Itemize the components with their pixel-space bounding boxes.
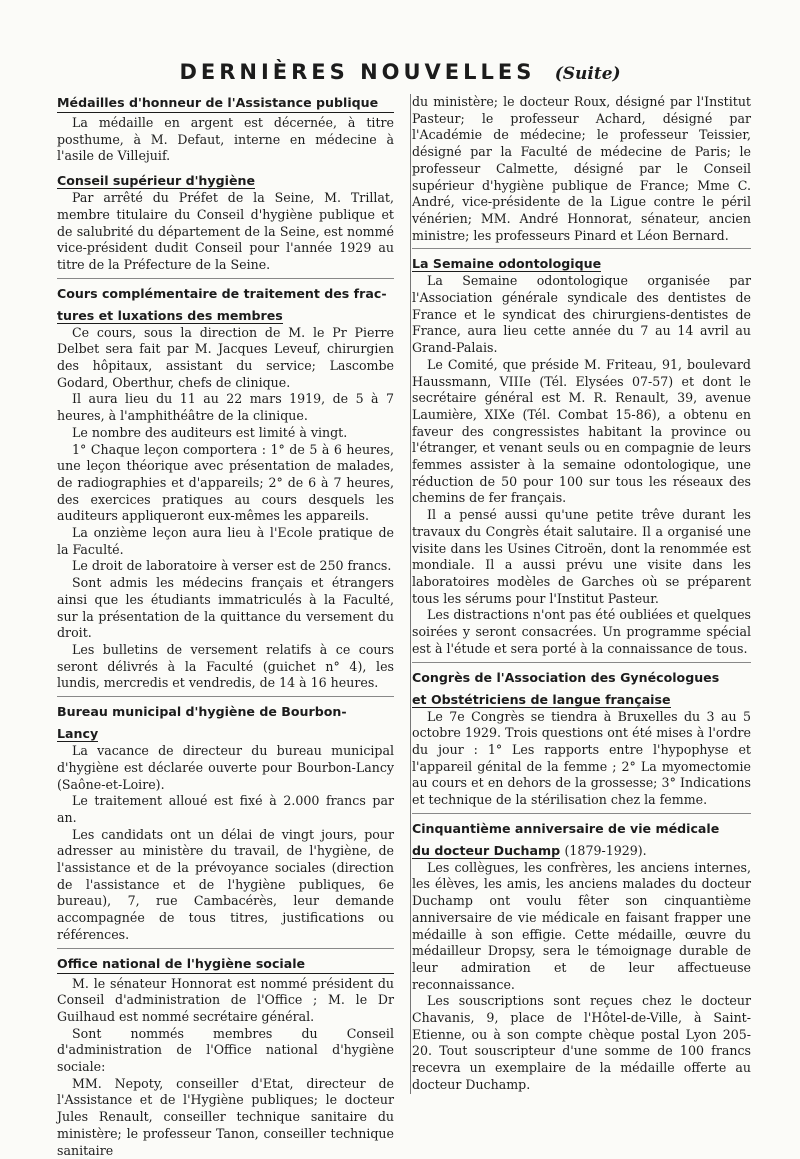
paragraph: Les distractions n'ont pas été oubliées et quelques soirées y seront consacrées. Un programme spécial est à l'étude et sera porté à la connaissance de tous. (412, 607, 751, 656)
paragraph: Sont admis les médecins français et étrangers ainsi que les étudiants immatriculés à la Faculté, sur la présentation de la quittance du versement du droit. (57, 575, 394, 641)
section-heading-cont (412, 842, 751, 859)
paragraph: Les souscriptions sont reçues chez le docteur Chavanis, 9, place de l'Hôtel-de-Ville, à Saint-Etienne, ou à son compte chèque postal Lyon 205-20. Tout souscripteur d'une somme de 100 francs recevra un exemplaire de la médaille offerte au docteur Duchamp. (412, 993, 751, 1092)
section-heading (412, 820, 751, 837)
heading-text: Lancy (57, 726, 99, 742)
paragraph: La Semaine odontologique organisée par l'Association générale syndicale des dentistes de France et le syndicat des chirurgiens-dentistes de France, aura lieu cette année du 7 au 14 avril au Grand-Palais. (412, 273, 751, 356)
section-heading (412, 669, 751, 686)
left-column (57, 94, 394, 1159)
section-semaine-odontologique (412, 255, 751, 657)
right-column (410, 94, 751, 1094)
page-title-text: DERNIÈRES NOUVELLES (179, 60, 536, 84)
paragraph: M. le sénateur Honnorat est nommé président du Conseil d'administration de l'Office ; M. le Dr Guilhaud est nommé secrétaire général. (57, 975, 394, 1024)
heading-text: Office national de l'hygiène sociale (57, 955, 306, 971)
heading-text: Bureau municipal d'hygiène de Bourbon- (57, 704, 347, 720)
section-office-national (57, 955, 394, 1159)
section-heading (57, 955, 394, 974)
section-heading (57, 172, 394, 189)
heading-text: Congrès de l'Association des Gynécologues (412, 669, 720, 685)
heading-text: La Semaine odontologique (412, 256, 602, 272)
section-heading-cont (57, 307, 394, 324)
separator-line (57, 948, 394, 949)
paragraph: Ce cours, sous la direction de M. le Pr Pierre Delbet sera fait par M. Jacques Leveuf, chirurgien des hôpitaux, assistant du service; Lascombe Godard, Oberthur, chefs de clinique. (57, 324, 394, 390)
paragraph: Les collègues, les confrères, les anciens internes, les élèves, les amis, les anciens malades du docteur Duchamp ont voulu fêter son cinquantième anniversaire de vie médicale en faisant frapper une médaille à son effigie. Cette médaille, œuvre du médailleur Dropsy, sera le témoignage durable de leur admiration et de leur affectueuse reconnaissance. (412, 859, 751, 992)
paragraph: MM. Nepoty, conseiller d'Etat, directeur de l'Assistance et de l'Hygiène publiques; le docteur Jules Renault, conseiller technique sanitaire du ministère; le professeur Tanon, conseiller technique sanitaire (57, 1075, 394, 1158)
section-continuation (412, 94, 751, 244)
section-congres-gynecologues (412, 669, 751, 809)
page-title-suite: (Suite) (554, 64, 621, 84)
section-cinquantieme-anniversaire (412, 820, 751, 1094)
section-medailles (57, 94, 394, 165)
page-title (0, 60, 800, 84)
heading-text: Cinquantième anniversaire de vie médicale (412, 820, 720, 836)
separator-line (412, 248, 751, 249)
paragraph: 1° Chaque leçon comportera : 1° de 5 à 6 heures, une leçon théorique avec présentation de malades, de radiographies et d'appareils; 2° de 6 à 7 heures, des exercices pratiques au cours desquels les auditeurs appliqueront eux-mêmes les appareils. (57, 441, 394, 524)
section-bureau-municipal (57, 703, 394, 943)
section-heading-cont (57, 725, 394, 742)
heading-text: et Obstétriciens de langue française (412, 691, 671, 707)
section-heading (57, 285, 394, 302)
paragraph: Le droit de laboratoire à verser est de 250 francs. (72, 558, 392, 574)
separator-line (412, 813, 751, 814)
paragraph: Le nombre des auditeurs est limité à vingt. (72, 424, 348, 440)
section-heading (412, 255, 751, 272)
separator-line (57, 278, 394, 279)
heading-text: Cours complémentaire de traitement des frac- (57, 285, 387, 301)
paragraph: Le 7e Congrès se tiendra à Bruxelles du 3 au 5 octobre 1929. Trois questions ont été mises à l'ordre du jour : 1° Les rapports entre l'hypophyse et l'appareil génital de la femme ; 2° La myomectomie au cours et en dehors de la grossesse; 3° Indications et technique de la stérilisation chez la femme. (412, 708, 751, 808)
paragraph: Par arrêté du Préfet de la Seine, M. Trillat, membre titulaire du Conseil d'hygiène publique et de salubrité du département de la Seine, est nommé vice-président dudit Conseil pour l'année 1929 au titre de la Préfecture de la Seine. (57, 190, 394, 272)
paragraph: La médaille en argent est décernée, à titre posthume, à M. Defaut, interne en médecine à l'asile de Villejuif. (57, 115, 394, 164)
heading-text: du docteur Duchamp (412, 842, 561, 858)
paragraph: Le Comité, que préside M. Friteau, 91, boulevard Haussmann, VIIIe (Tél. Elysées 07-57) et dont le secrétaire général est M. R. Renault, 39, avenue Laumière, XIXe (Tél. Combat 15-86), a obtenu en faveur des congressistes habitant la province ou l'étranger, et venant seuls ou en compagnie de leurs femmes assister à la semaine odontologique, une réduction de 50 pour 100 sur tous les réseaux des chemins de fer français. (412, 356, 751, 506)
section-heading (57, 94, 394, 113)
separator-line (57, 696, 394, 697)
paragraph: Il aura lieu du 11 au 22 mars 1919, de 5 à 7 heures, à l'amphithéâtre de la clinique. (57, 391, 394, 424)
section-cours (57, 285, 394, 692)
heading-dates: (1879-1929). (564, 842, 647, 858)
paragraph: du ministère; le docteur Roux, désigné par l'Institut Pasteur; le professeur Achard, désigné par l'Académie de médecine; le professeur Teissier, désigné par la Faculté de médecine de Paris; le professeur Calmette, désigné par le Conseil supérieur d'hygiène publique de France; Mme C. André, vice-présidente de la Ligue contre le péril vénérien; MM. André Honnorat, sénateur, ancien ministre; les professeurs Pinard et Léon Bernard. (412, 94, 751, 243)
heading-text: Médailles d'honneur de l'Assistance publique (57, 95, 379, 110)
paragraph: La onzième leçon aura lieu à l'Ecole pratique de la Faculté. (57, 525, 394, 557)
paragraph: Sont nommés membres du Conseil d'administration de l'Office national d'hygiène sociale: (57, 1025, 394, 1075)
separator-line (412, 662, 751, 663)
paragraph: Il a pensé aussi qu'une petite trêve durant les travaux du Congrès était salutaire. Il a organisé une visite dans les Usines Citroën, dont la renommée est mondiale. Il a aussi prévu une visite dans les laboratoires modèles de Garches où se préparent tous les sérums pour l'Institut Pasteur. (412, 507, 751, 606)
section-heading-cont (412, 691, 751, 708)
heading-text: tures et luxations des membres (57, 307, 283, 323)
section-heading (57, 703, 394, 720)
paragraph: Le traitement alloué est fixé à 2.000 francs par an. (57, 793, 394, 825)
section-conseil-superieur (57, 172, 394, 274)
paragraph: La vacance de directeur du bureau municipal d'hygiène est déclarée ouverte pour Bourbon-Lancy (Saône-et-Loire). (57, 743, 394, 792)
paragraph: Les bulletins de versement relatifs à ce cours seront délivrés à la Faculté (guichet n° 4), les lundis, mercredis et vendredis, de 14 à 16 heures. (57, 641, 394, 691)
paragraph: Les candidats ont un délai de vingt jours, pour adresser au ministère du travail, de l'hygiène, de l'assistance et de la prévoyance sociales (direction de l'assistance et de l'hygiène publiques, 6e bureau), 7, rue Cambacérès, leur demande accompagnée de tous titres, justifications ou références. (57, 826, 394, 942)
heading-text: Conseil supérieur d'hygiène (57, 173, 255, 189)
